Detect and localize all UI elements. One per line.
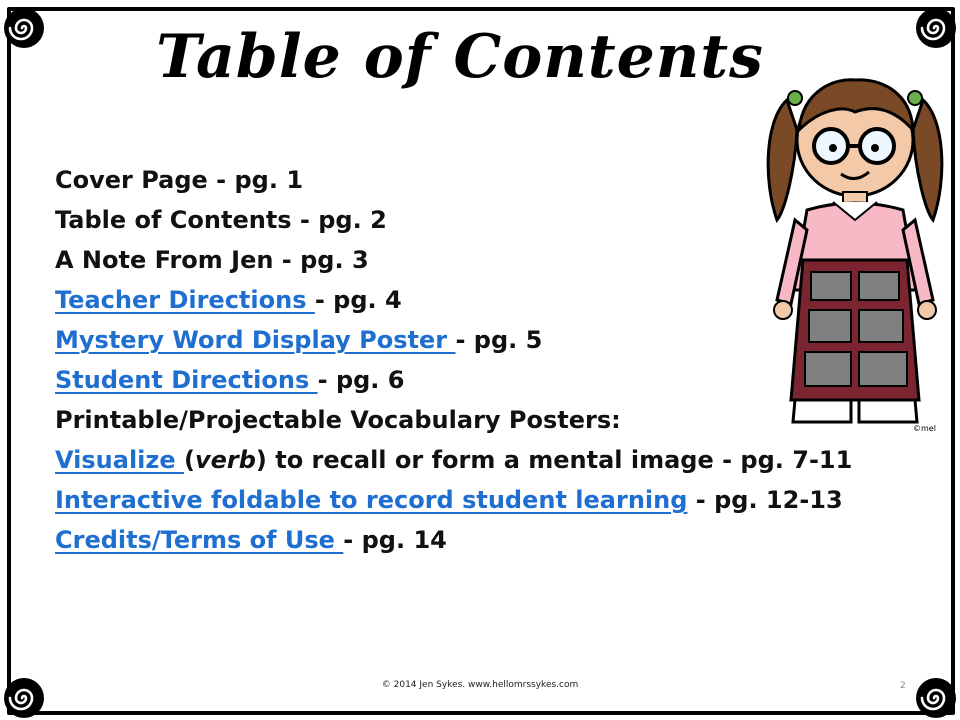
copyright-footer: © 2014 Jen Sykes. www.hellomrssykes.com xyxy=(381,680,579,690)
student-directions-link[interactable]: Student Directions xyxy=(55,366,318,394)
part-of-speech: verb xyxy=(194,446,256,474)
toc-item-page: - pg. 4 xyxy=(314,286,402,314)
page-title: Table of Contents xyxy=(156,22,764,92)
spiral-corner-icon xyxy=(2,6,46,50)
toc-item-text: Printable/Projectable Vocabulary Posters: xyxy=(55,406,621,434)
toc-item-text: Cover Page - pg. 1 xyxy=(55,166,304,194)
toc-item-page: - pg. 5 xyxy=(455,326,543,354)
toc-item-text: Table of Contents - pg. 2 xyxy=(55,206,387,234)
spiral-corner-icon xyxy=(914,6,958,50)
page-number: 2 xyxy=(900,681,906,691)
mystery-word-poster-link[interactable]: Mystery Word Display Poster xyxy=(55,326,456,354)
toc-item-text: A Note From Jen - pg. 3 xyxy=(55,246,369,274)
paren-close: ) xyxy=(255,446,267,474)
toc-item-page: - pg. 6 xyxy=(317,366,405,394)
credits-terms-link[interactable]: Credits/Terms of Use xyxy=(55,526,344,554)
interactive-foldable-link[interactable]: Interactive foldable to record student learning xyxy=(55,486,688,514)
artist-signature: ©mel xyxy=(913,424,936,433)
toc-item-credits xyxy=(55,520,895,560)
visualize-link[interactable]: Visualize xyxy=(55,446,184,474)
teacher-directions-link[interactable]: Teacher Directions xyxy=(55,286,315,314)
girl-with-glasses-clipart xyxy=(755,60,955,440)
paren-open: ( xyxy=(184,446,195,474)
toc-item-page: - pg. 12-13 xyxy=(687,486,843,514)
toc-item-interactive-foldable xyxy=(55,480,895,520)
toc-item-visualize xyxy=(55,440,895,480)
toc-item-page: - pg. 14 xyxy=(343,526,447,554)
toc-item-page: to recall or form a mental image - pg. 7-11 xyxy=(266,446,853,474)
